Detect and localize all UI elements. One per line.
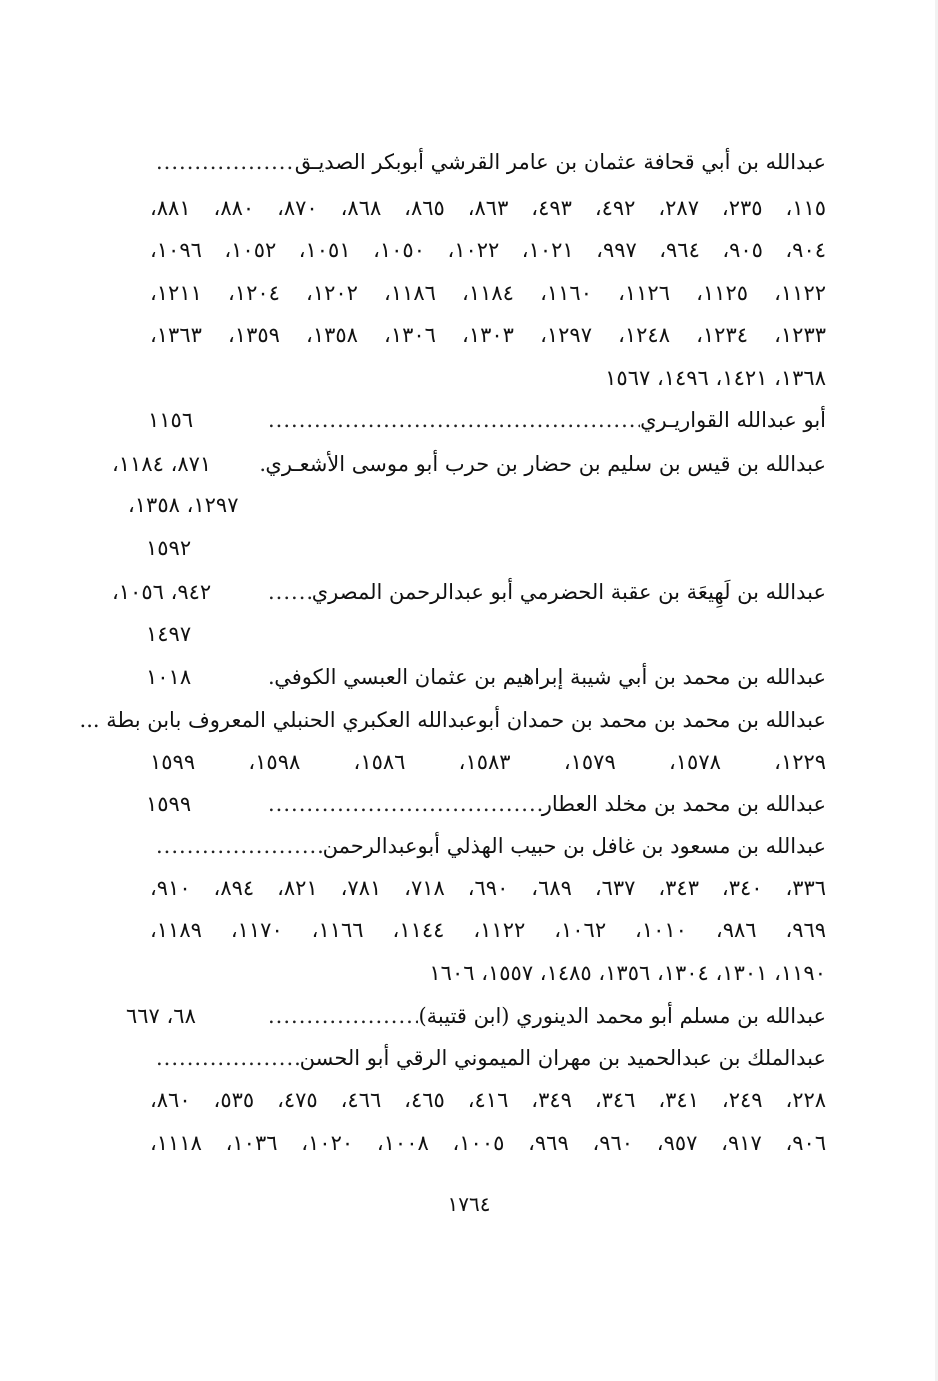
index-entry-ibn-masud bbox=[150, 826, 826, 866]
page-refs-line: ١٢٣٣، ١٢٣٤، ١٢٤٨، ١٢٩٧، ١٣٠٣، ١٣٠٦، ١٣٥٨، ١٣٥٩، ١٣٦٣، bbox=[150, 323, 827, 347]
index-entry-al-maymuni bbox=[150, 1038, 826, 1078]
index-entry-ibn-batta: عبدالله بن محمد بن محمد بن حمدان أبوعبدالله العكبري الحنبلي المعروف بابن بطة ... bbox=[79, 708, 826, 732]
page-refs-line: ٢٢٨، ٢٤٩، ٣٤١، ٣٤٦، ٣٤٩، ٤١٦، ٤٦٥، ٤٦٦، ٤٧٥، ٥٣٥، ٨٦٠، bbox=[150, 1088, 827, 1112]
index-entry-al-attar bbox=[262, 784, 826, 824]
entry-name: أبو عبدالله القواريـري bbox=[640, 408, 826, 432]
page-refs-line: ٩٦٩، ٩٨٦، ١٠١٠، ١٠٦٢، ١١٢٢، ١١٤٤، ١١٦٦، ١١٧٠، ١١٨٩، bbox=[150, 918, 827, 942]
page-refs: ١٢٩٧، ١٣٥٨، bbox=[128, 493, 239, 517]
page-refs: ٩٤٢، ١٠٥٦، bbox=[112, 580, 212, 604]
entry-name: عبدالله بن محمد بن أبي شيبة إبراهيم بن عثمان العبسي الكوفي bbox=[274, 665, 826, 689]
entry-name: عبدالله بن مسعود بن غافل بن حبيب الهذلي أبوعبدالرحمن bbox=[322, 834, 826, 858]
page-refs-line: ١٢٢٩، ١٥٧٨، ١٥٧٩، ١٥٨٣، ١٥٨٦، ١٥٩٨، ١٥٩٩ bbox=[150, 750, 827, 774]
page-refs: ١٥٩٩ bbox=[146, 792, 192, 816]
index-entry-abu-musa bbox=[262, 444, 826, 484]
entry-name: عبدالله بن مسلم أبو محمد الدينوري (ابن قتيبة) bbox=[418, 1004, 826, 1028]
page-number: ١٧٦٤ bbox=[447, 1192, 491, 1216]
page-refs: ١٠١٨ bbox=[146, 665, 192, 689]
entry-name: عبدالله بن لَهِيعَة بن عقبة الحضرمي أبو عبدالرحمن المصري bbox=[311, 580, 826, 604]
entry-name: عبدالله بن محمد بن مخلد العطار bbox=[541, 792, 826, 816]
index-entry-ibn-abi-shayba bbox=[262, 657, 826, 697]
page-refs-line: ٣٣٦، ٣٤٠، ٣٤٣، ٦٣٧، ٦٨٩، ٦٩٠، ٧١٨، ٧٨١، ٨٢١، ٨٩٤، ٩١٠، bbox=[150, 876, 827, 900]
leader-dots bbox=[262, 657, 274, 697]
entry-name: عبدالله بن أبي قحافة عثمان بن عامر القرشي أبوبكر الصديـق bbox=[294, 150, 826, 174]
index-entry-ibn-qutayba bbox=[262, 996, 826, 1036]
leader-dots bbox=[262, 572, 312, 612]
page-refs-line: ١١٩٠، ١٣٠١، ١٣٠٤، ١٣٥٦، ١٤٨٥، ١٥٥٧، ١٦٠٦ bbox=[429, 961, 826, 985]
leader-dots bbox=[253, 444, 265, 484]
page-refs-line: ١٣٦٨، ١٤٢١، ١٤٩٦، ١٥٦٧ bbox=[605, 366, 826, 390]
leader-dots bbox=[150, 1038, 300, 1078]
leader-dots bbox=[262, 400, 640, 440]
entry-name: عبدالله بن قيس بن سليم بن حضار بن حرب أبو موسى الأشعـري bbox=[265, 452, 826, 476]
page-refs: ٦٨، ٦٦٧ bbox=[126, 1004, 196, 1028]
entry-name: عبدالملك بن عبدالحميد بن مهران الميموني الرقي أبو الحسن bbox=[299, 1046, 826, 1070]
page-refs-line: ٩٠٤، ٩٠٥، ٩٦٤، ٩٩٧، ١٠٢١، ١٠٢٢، ١٠٥٠، ١٠٥١، ١٠٥٢، ١٠٩٦، bbox=[150, 238, 827, 262]
page-refs: ١٤٩٧ bbox=[146, 622, 192, 646]
leader-dots bbox=[150, 826, 323, 866]
index-entry-ibn-lahia bbox=[262, 572, 826, 612]
page-refs: ١١٥٦ bbox=[148, 408, 194, 432]
page-refs-line: ١١٢٢، ١١٢٥، ١١٢٦، ١١٦٠، ١١٨٤، ١١٨٦، ١٢٠٢، ١٢٠٤، ١٢١١، bbox=[150, 281, 827, 305]
page-refs-line: ١١٥، ٢٣٥، ٢٨٧، ٤٩٢، ٤٩٣، ٨٦٣، ٨٦٥، ٨٦٨، ٨٧٠، ٨٨٠، ٨٨١، bbox=[150, 196, 827, 220]
page-refs: ١٥٩٢ bbox=[146, 536, 192, 560]
page-refs-line: ٩٠٦، ٩١٧، ٩٥٧، ٩٦٠، ٩٦٩، ١٠٠٥، ١٠٠٨، ١٠٢٠، ١٠٣٦، ١١١٨، bbox=[150, 1131, 827, 1155]
leader-dots bbox=[150, 142, 295, 182]
leader-dots bbox=[262, 996, 418, 1036]
index-entry-abu-bakr bbox=[150, 142, 826, 182]
index-entry-qawariri bbox=[262, 400, 826, 440]
leader-dots bbox=[262, 784, 542, 824]
page-refs: ٨٧١، ١١٨٤، bbox=[112, 452, 212, 476]
